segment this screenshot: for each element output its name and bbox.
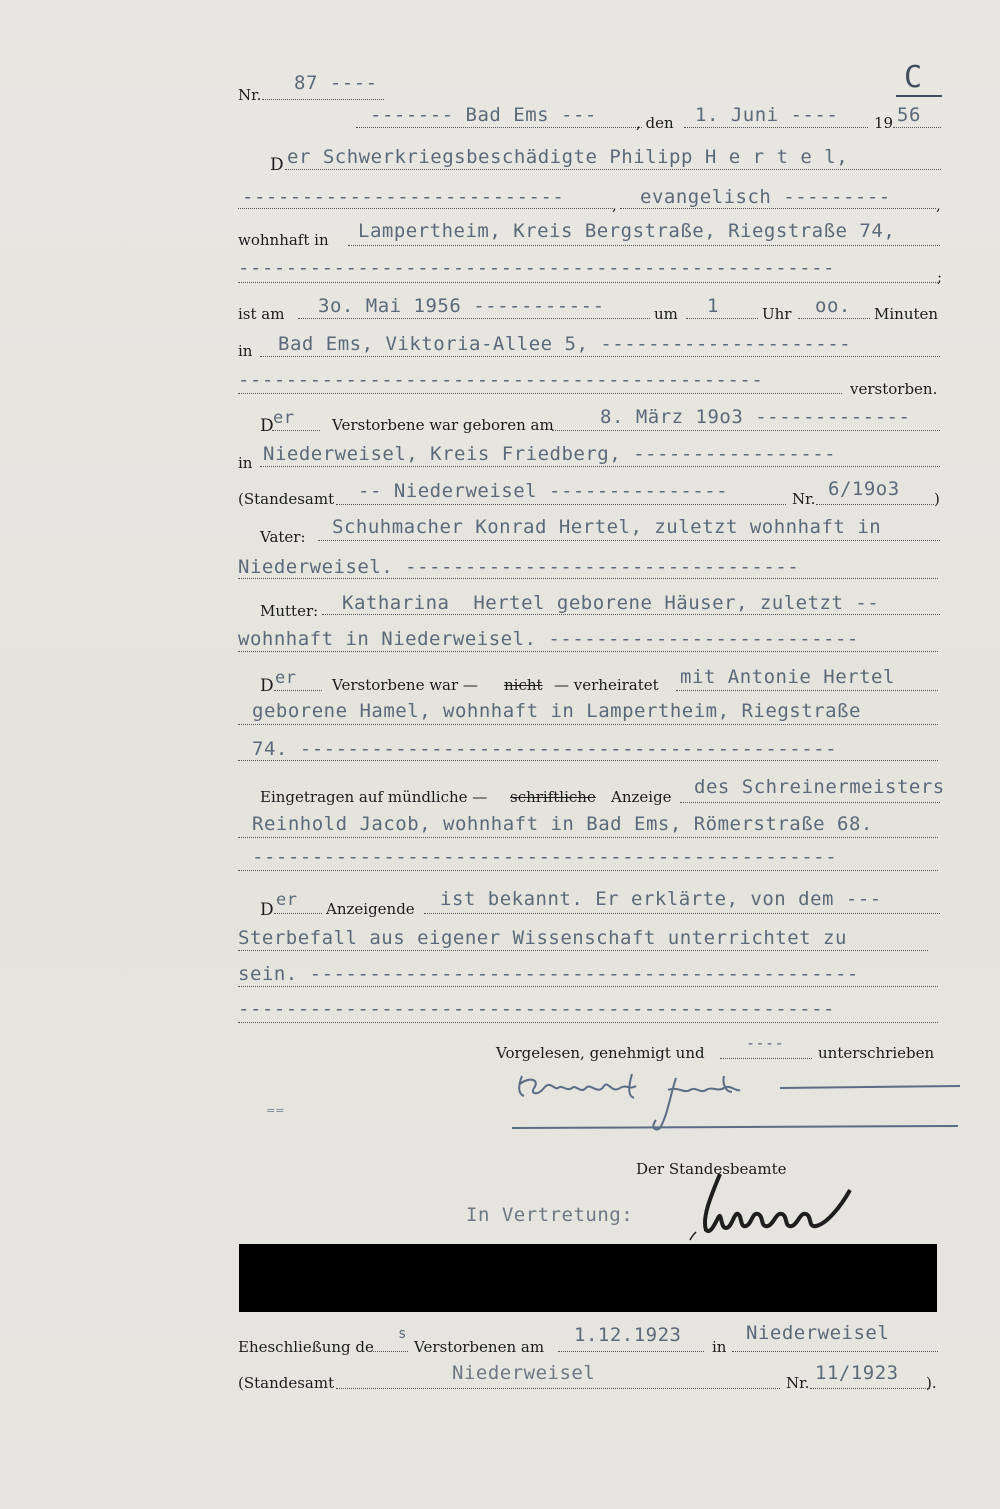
report-label-a: Eingetragen auf mündliche — <box>260 788 488 806</box>
birth-label: Verstorbene war geboren am <box>332 416 554 434</box>
birth-nr: 6/19o3 <box>828 478 900 500</box>
marriage-nr: 11/1923 <box>815 1362 899 1384</box>
informant-line2-dots <box>238 950 928 951</box>
date-dots <box>684 127 868 128</box>
vater-line2: Niederweisel. --------------------------------- <box>238 556 800 578</box>
marriage-date: 1.12.1923 <box>574 1324 682 1346</box>
marriage-place: Niederweisel <box>746 1322 890 1344</box>
vater-label: Vater: <box>260 528 306 546</box>
vater-dots <box>318 540 940 541</box>
birth-date-dots <box>552 430 940 431</box>
unterschrieben-label: unterschrieben <box>818 1044 935 1062</box>
informant-d-suffix: er <box>276 890 298 910</box>
verstorbenen-am-label: Verstorbenen am <box>414 1338 545 1356</box>
death-minutes: oo. <box>815 295 851 317</box>
address-dots <box>348 245 940 246</box>
nr-label: Nr. <box>238 86 262 104</box>
marriage-d-suffix: er <box>275 668 297 688</box>
marriage-label-nicht: nicht <box>504 676 543 694</box>
minuten-label: Minuten <box>874 305 939 323</box>
place-dots <box>356 127 642 128</box>
small-mark: == <box>266 1104 285 1117</box>
hour-dots <box>686 318 758 319</box>
address-cont-end: ; <box>937 268 943 286</box>
birth-date: 8. März 19o3 ------------- <box>600 406 911 428</box>
official-signature <box>680 1168 870 1246</box>
deceased-name: er Schwerkriegsbeschädigte Philipp H e r t e l, <box>287 146 849 168</box>
marriage-standesamt: Niederweisel <box>452 1362 596 1384</box>
report-line2: Reinhold Jacob, wohnhaft in Bad Ems, Römerstraße 68. <box>252 813 873 835</box>
eheschliessung-superscript: s <box>398 1326 407 1342</box>
verstorben-label: verstorben. <box>850 380 938 398</box>
report-line2-dots <box>238 837 938 838</box>
marriage-standesamt-dots <box>336 1388 780 1389</box>
report-line3-dots <box>238 870 938 871</box>
report-label-struck: schriftliche <box>510 788 596 806</box>
informant-dots <box>424 913 940 914</box>
birth-d-prefix: D <box>260 416 274 436</box>
eheschliessung-label: Eheschließung de <box>238 1338 374 1356</box>
spouse-line3: 74. --------------------------------------------- <box>252 738 838 760</box>
spouse-line2: geborene Hamel, wohnhaft in Lampertheim, Riegstraße <box>252 700 861 722</box>
report-dots <box>680 802 940 803</box>
report-label-b: Anzeige <box>611 788 672 806</box>
corner-underline <box>896 95 942 97</box>
death-date: 3o. Mai 1956 ----------- <box>318 295 605 317</box>
den-label: , den <box>636 114 674 132</box>
birth-standesamt-dots <box>336 504 786 505</box>
uhr-label: Uhr <box>762 305 792 323</box>
vater-line2-dots <box>238 578 938 579</box>
informant-line3: sein. ---------------------------------------------- <box>238 963 859 985</box>
vorgelesen-dots <box>720 1058 812 1059</box>
informant-line1: ist bekannt. Er erklärte, von dem --- <box>440 888 882 910</box>
mutter-line1: Katharina Hertel geborene Häuser, zuletzt -- <box>342 592 880 614</box>
report-line3: ------------------------------------------------- <box>252 846 838 868</box>
death-in-label: in <box>238 342 253 360</box>
birth-standesamt-label: (Standesamt <box>238 490 335 508</box>
record-number: 87 ---- <box>294 72 378 94</box>
informant-line4-dots <box>238 1022 938 1023</box>
marriage-nr-label: Nr. <box>786 1374 810 1392</box>
spouse-line1: mit Antonie Hertel <box>680 666 895 688</box>
birth-nr-dots <box>816 504 934 505</box>
death-hour: 1 <box>707 295 719 317</box>
person-line2-end: , <box>936 196 941 214</box>
marriage-d-dots <box>274 690 322 691</box>
marriage-label-b: — verheiratet <box>554 676 659 694</box>
birth-standesamt: -- Niederweisel --------------- <box>358 480 729 502</box>
birth-close: ) <box>934 490 940 508</box>
minutes-dots <box>798 318 870 319</box>
death-date-dots <box>298 318 650 319</box>
death-place-dots <box>260 356 940 357</box>
address-cont-dots <box>238 282 938 283</box>
wohnhaft-label: wohnhaft in <box>238 231 329 249</box>
spouse-line2-dots <box>238 724 938 725</box>
religion-dots <box>620 208 936 209</box>
marriage-standesamt-label: (Standesamt <box>238 1374 335 1392</box>
mutter-dots <box>322 614 940 615</box>
address: Lampertheim, Kreis Bergstraße, Riegstraße 74, <box>358 220 896 242</box>
informant-signature <box>500 1066 970 1138</box>
mutter-line2-dots <box>238 651 938 652</box>
marriage-in-label: in <box>712 1338 727 1356</box>
vater-line1: Schuhmacher Konrad Hertel, zuletzt wohnhaft in <box>332 516 882 538</box>
vertretung-label: In Vertretung: <box>466 1204 634 1226</box>
birth-in-label: in <box>238 454 253 472</box>
vorgelesen-filled: ---- <box>746 1034 785 1052</box>
birth-d-suffix: er <box>273 408 295 428</box>
report-line1: des Schreinermeisters <box>694 776 945 798</box>
vorgelesen-label: Vorgelesen, genehmigt und <box>496 1044 705 1062</box>
informant-d-prefix: D <box>260 900 274 920</box>
informant-line3-dots <box>238 986 938 987</box>
mutter-line2: wohnhaft in Niederweisel. -------------------------- <box>238 628 859 650</box>
mutter-label: Mutter: <box>260 602 319 620</box>
issue-place: ------- Bad Ems --- <box>370 104 597 126</box>
birth-place: Niederweisel, Kreis Friedberg, ----------------- <box>263 443 837 465</box>
death-place: Bad Ems, Viktoria-Allee 5, --------------------- <box>278 333 852 355</box>
birth-nr-label: Nr. <box>792 490 816 508</box>
person-dots <box>285 169 941 170</box>
person-line2-dots <box>238 208 613 209</box>
year-prefix: 19 <box>874 114 894 132</box>
eheschliessung-dots <box>368 1351 408 1352</box>
marriage-date-dots <box>558 1351 704 1352</box>
year-suffix: 56 <box>897 104 921 126</box>
marriage-close: ). <box>926 1374 937 1392</box>
religion: evangelisch --------- <box>640 186 891 208</box>
informant-line2: Sterbefall aus eigener Wissenschaft unterrichtet zu <box>238 927 847 949</box>
informant-d-dots <box>274 913 322 914</box>
birth-place-dots <box>260 466 940 467</box>
um-label: um <box>654 305 678 323</box>
marriage-label-a: Verstorbene war — <box>332 676 478 694</box>
death-place-cont: -------------------------------------------- <box>238 369 764 391</box>
marriage-place-dots <box>732 1351 938 1352</box>
informant-label: Anzeigende <box>326 900 415 918</box>
birth-d-dots <box>272 430 320 431</box>
standesbeamte-label: Der Standesbeamte <box>636 1160 787 1178</box>
marriage-dots <box>676 690 938 691</box>
corner-letter: C <box>904 60 923 95</box>
year-dots <box>893 127 941 128</box>
redaction-bar <box>239 1244 937 1312</box>
ist-am-label: ist am <box>238 305 285 323</box>
address-cont: -------------------------------------------------- <box>238 257 835 279</box>
person-line2-comma: , <box>612 196 617 214</box>
marriage-d-prefix: D <box>260 676 274 696</box>
nr-dots <box>262 99 384 100</box>
issue-date: 1. Juni ---- <box>695 104 839 126</box>
person-d-prefix: D <box>270 155 284 175</box>
spouse-line3-dots <box>238 760 938 761</box>
person-line2-dashes: --------------------------- <box>242 186 565 208</box>
informant-line4: -------------------------------------------------- <box>238 998 835 1020</box>
marriage-nr-dots <box>810 1388 930 1389</box>
death-place-cont-dots <box>238 393 842 394</box>
